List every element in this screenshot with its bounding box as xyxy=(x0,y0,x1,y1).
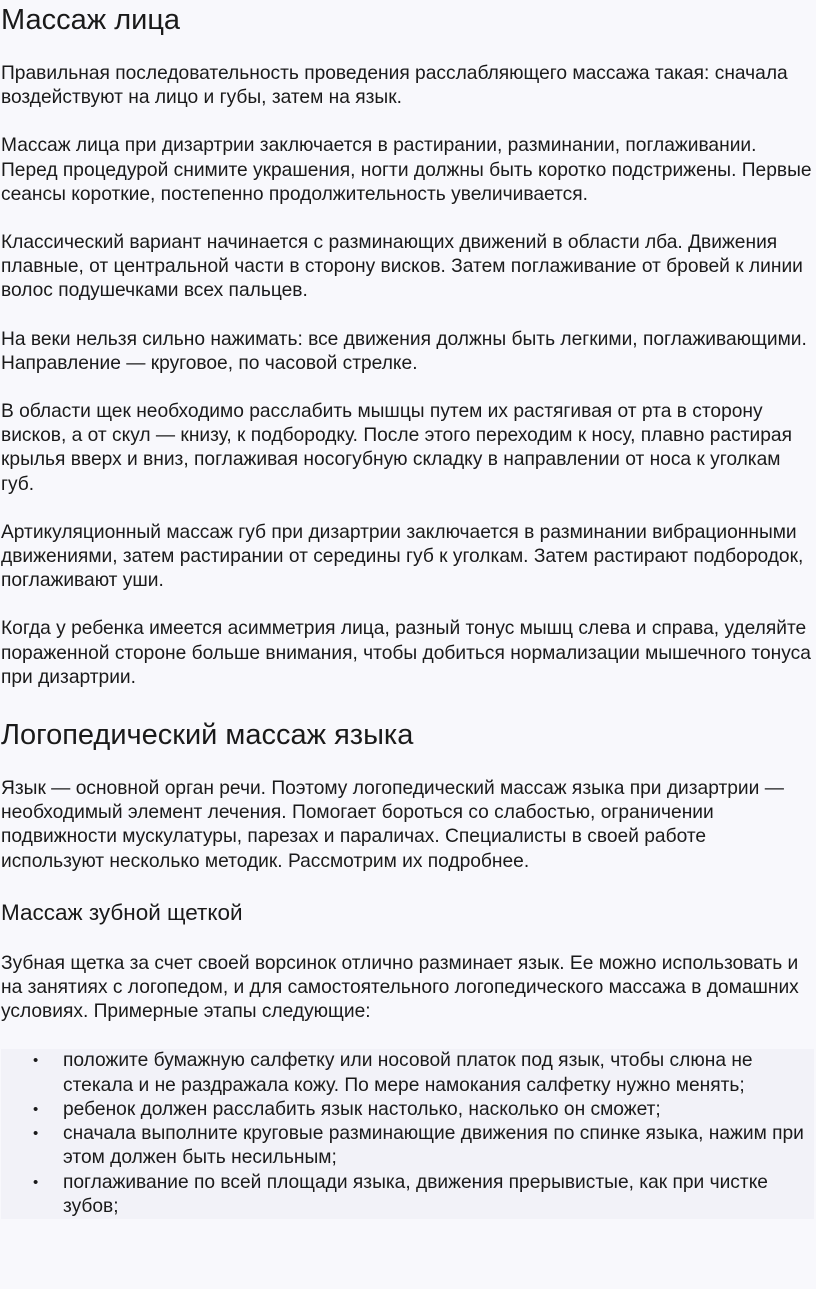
list-item xyxy=(33,1098,814,1122)
paragraph: Классический вариант начинается с разминающих движений в области лба. Движения плавные, от центральной части в сторону висков. Затем поглаживание от бровей к линии волос подушечками всех пальцев. xyxy=(1,232,803,302)
paragraph: Массаж лица при дизартрии заключается в растирании, разминании, поглаживании. Перед процедурой снимите украшения, ногти должны быть коротко подстрижены. Первые сеансы короткие, постепенно продолжительность увеличивается. xyxy=(1,135,812,205)
steps-list xyxy=(1,1049,814,1218)
list-item-text: ребенок должен расслабить язык настолько, насколько он сможет; xyxy=(63,1098,661,1120)
list-item xyxy=(33,1122,814,1170)
list-item xyxy=(33,1049,814,1097)
paragraph: Когда у ребенка имеется асимметрия лица, разный тонус мышц слева и справа, уделяйте пораженной стороне больше внимания, чтобы добиться нормализации мышечного тонуса при дизартрии. xyxy=(1,618,811,688)
paragraph: Правильная последовательность проведения расслабляющего массажа такая: сначала воздействуют на лицо и губы, затем на язык. xyxy=(1,63,788,109)
paragraph: Артикуляционный массаж губ при дизартрии заключается в разминании вибрационными движениями, затем растирании от середины губ к уголкам. Затем растирают подбородок, поглаживают уши. xyxy=(1,521,804,592)
bullet-icon: • xyxy=(33,1052,39,1070)
paragraph: Язык — основной орган речи. Поэтому логопедический массаж языка при дизартрии — необходимый элемент лечения. Помогает бороться со слабостью, ограничении подвижности мускулатуры, парезах и параличах. Специалисты в своей работе используют несколько методик. Рассмотрим их подробнее. xyxy=(1,778,784,872)
list-item-text: сначала выполните круговые разминающие движения по спинке языка, нажим при этом должен быть несильным; xyxy=(63,1123,804,1169)
subsection-title-toothbrush-massage: Массаж зубной щеткой xyxy=(1,899,243,925)
paragraph: Зубная щетка за счет своей ворсинок отлично разминает язык. Ее можно использовать и на занятиях с логопедом, и для самостоятельного логопедического массажа в домашних условиях. Примерные этапы следующие: xyxy=(1,952,799,1023)
list-item-text: положите бумажную салфетку или носовой платок под язык, чтобы слюна не стекала и не раздражала кожу. По мере намокания салфетку нужно менять; xyxy=(63,1050,753,1096)
paragraph: В области щек необходимо расслабить мышцы путем их растягивая от рта в сторону висков, а от скул — книзу, к подбородку. После этого переходим к носу, плавно растирая крылья вверх и вниз, поглаживая носогубную складку в направлении от носа к уголкам губ. xyxy=(1,401,792,495)
bullet-icon: • xyxy=(33,1100,39,1118)
paragraph: На веки нельзя сильно нажимать: все движения должны быть легкими, поглаживающими. Направление — круговое, по часовой стрелке. xyxy=(1,328,807,374)
section-title-tongue-massage: Логопедический массаж языка xyxy=(1,719,414,752)
list-item-text: поглаживание по всей площади языка, движения прерывистые, как при чистке зубов; xyxy=(63,1171,768,1217)
article xyxy=(0,3,816,1289)
list-item xyxy=(33,1171,814,1219)
bullet-icon: • xyxy=(33,1173,39,1191)
section-title-face-massage: Массаж лица xyxy=(1,4,181,36)
bullet-icon: • xyxy=(33,1125,39,1143)
